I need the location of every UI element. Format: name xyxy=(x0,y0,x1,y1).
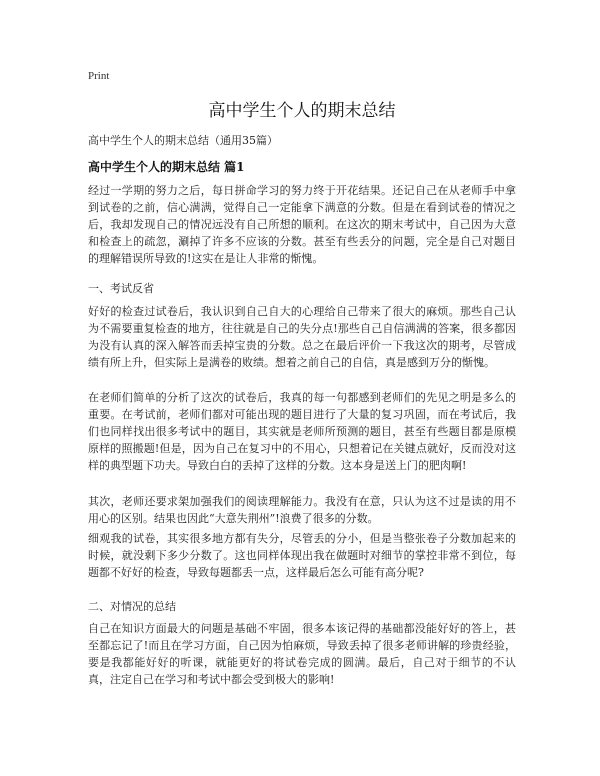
section-heading: 高中学生个人的期末总结 篇1 xyxy=(88,160,245,174)
paragraph-reading: 其次，老师还要求架加强我们的阅读理解能力。我没有在意，只认为这不过是读的用不用心的区别。结果也因此“大意失荆州”!浪费了很多的分数。 xyxy=(88,495,516,525)
paragraph-summary: 自己在知识方面最大的问题是基础不牢固，很多本该记得的基础都没能好好的答上，甚至都忘记了!而且在学习方面，自己因为怕麻烦，导致丢掉了很多老师讲解的珍贵经验，要是我都能好好的听课，就能更好的将试卷完成的圆满。最后，自己对于细节的不认真，注定自己在学习和考试中都会受到极大的影响! xyxy=(88,622,516,686)
sub-heading-summary: 二、对情况的总结 xyxy=(88,600,176,613)
print-label[interactable]: Print xyxy=(88,70,110,82)
sub-heading-exam-reflection: 一、考试反省 xyxy=(88,282,154,295)
page-title: 高中学生个人的期末总结 xyxy=(208,101,396,121)
paragraph-details: 细观我的试卷，其实很多地方都有失分，尽管丢的分小，但是当整张卷子分数加起来的时候，就没剩下多少分数了。这也同样体现出我在做题时对细节的掌控非常不到位，每题都不好好的检查，导致每题都丢一点，这样最后怎么可能有高分呢? xyxy=(88,532,516,579)
paragraph-intro: 经过一学期的努力之后，每日拼命学习的努力终于开花结果。还记自己在从老师手中拿到试卷的之前，信心满满，觉得自己一定能拿下满意的分数。但是在看到试卷的情况之后，我却发现自己的情况远没有自己所想的顺利。在这次的期末考试中，自己因为大意和检查上的疏忽，涮掉了许多不应该的分数。甚至有些丢分的问题，完全是自己对题目的理解错误所导致的!这实在是让人非常的惭愧。 xyxy=(88,184,516,265)
paragraph-teacher-analysis: 在老师们简单的分析了这次的试卷后，我真的每一句都感到老师们的先见之明是多么的重要。在考试前，老师们都对可能出现的题目进行了大量的复习巩固，而在考试后，我们也同样找出很多考试中的题目，其实就是老师所预测的题目，甚至有些题目都是原模原样的照搬题!但是，因为自己在复习中的不用心，只想着记在关键点就好，反而没对这样的典型题下功夫。导致白白的丢掉了这样的分数。这本身是送上门的肥肉啊! xyxy=(88,391,516,472)
paragraph-reflection: 好好的检查过试卷后，我认识到自己自大的心理给自己带来了很大的麻烦。那些自己认为不需要重复检查的地方，往往就是自己的失分点!那些自己自信满满的答案，很多都因为没有认真的深入解答而丢掉宝贵的分数。总之在最后评价一下我这次的期考，尽管成绩有所上升，但实际上是满卷的败绩。想着之前自己的自信，真是感到万分的惭愧。 xyxy=(88,305,516,369)
document-subtitle: 高中学生个人的期末总结（通用35篇） xyxy=(88,134,278,147)
